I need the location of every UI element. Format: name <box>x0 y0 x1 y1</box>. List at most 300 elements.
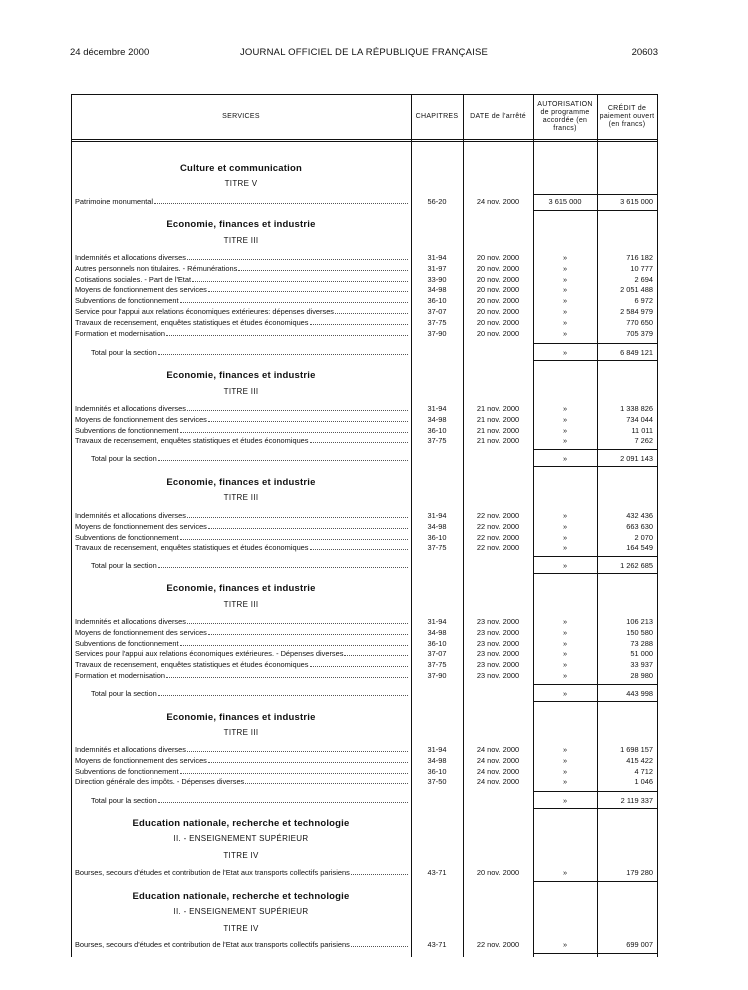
table-row <box>71 659 658 670</box>
col-header-autorisation: AUTORISATION de programme accordée (en francs) <box>537 100 593 132</box>
table-row <box>71 510 658 521</box>
row-autorisation: » <box>562 671 568 680</box>
row-autorisation: » <box>562 425 568 435</box>
row-label-cell <box>75 638 409 649</box>
row-date: 24 nov. 2000 <box>476 197 520 206</box>
row-label: Total pour la section <box>91 348 157 357</box>
row-label-cell <box>75 295 409 306</box>
row-label: Travaux de recensement, enquêtes statistiques et études économiques <box>75 317 309 327</box>
row-credit: 1 338 826 <box>620 404 653 413</box>
row-chapitre: 37-07 <box>427 649 447 659</box>
row-credit: 2 091 143 <box>620 454 653 463</box>
table-frame <box>71 94 658 957</box>
row-label-cell <box>75 776 409 787</box>
row-credit: 6 849 121 <box>620 348 653 357</box>
row-date: 20 nov. 2000 <box>476 285 520 295</box>
row-label: Autres personnels non titulaires. - Rémunérations <box>75 263 238 273</box>
row-date: 23 nov. 2000 <box>476 649 520 659</box>
row-date: 22 nov. 2000 <box>476 532 520 542</box>
section-subtitle: TITRE IV <box>223 851 259 860</box>
row-label-cell <box>75 939 409 950</box>
dot-leader <box>351 867 408 875</box>
row-chapitre: 37-75 <box>427 660 447 670</box>
section-end-rule <box>533 701 657 702</box>
row-autorisation: » <box>562 627 568 637</box>
row-date: 22 nov. 2000 <box>476 940 520 949</box>
row-label: Indemnités et allocations diverses <box>75 511 186 520</box>
section-title: Economie, finances et industrie <box>166 477 316 488</box>
dot-leader <box>158 347 408 355</box>
header-journal-title: JOURNAL OFFICIEL DE LA RÉPUBLIQUE FRANÇAISE <box>239 47 489 58</box>
row-label: Total pour la section <box>91 796 157 805</box>
section-subtitle: TITRE III <box>223 600 259 609</box>
row-label-cell <box>75 744 409 755</box>
row-label-cell <box>75 435 409 446</box>
row-label-cell <box>91 560 409 571</box>
dot-leader <box>187 616 408 624</box>
row-credit: 51 000 <box>630 649 653 659</box>
row-label-cell <box>75 403 409 414</box>
row-credit: 716 182 <box>626 253 653 262</box>
row-label: Total pour la section <box>91 454 157 463</box>
row-label: Direction générale des impôts. - Dépenses diverses <box>75 777 245 787</box>
row-autorisation: » <box>562 561 568 570</box>
row-label: Formation et modernisation <box>75 671 165 680</box>
row-autorisation: » <box>562 404 568 413</box>
row-autorisation: » <box>562 868 568 877</box>
dot-leader <box>245 776 408 784</box>
row-label-cell <box>75 766 409 777</box>
row-autorisation: » <box>562 285 568 295</box>
row-chapitre: 34-98 <box>427 521 447 531</box>
row-label: Indemnités et allocations diverses <box>75 745 186 754</box>
header-date: 24 décembre 2000 <box>70 47 150 58</box>
section-total-row <box>71 795 658 806</box>
row-autorisation: » <box>562 296 568 306</box>
row-autorisation: » <box>562 414 568 424</box>
total-rule <box>533 791 657 792</box>
section-end-rule <box>533 466 657 467</box>
row-chapitre: 43-71 <box>427 940 447 949</box>
table-row <box>71 648 658 659</box>
section-subtitle: II. - ENSEIGNEMENT SUPÉRIEUR <box>173 907 309 916</box>
section-end-rule <box>533 360 657 361</box>
dot-leader <box>310 659 409 667</box>
row-date: 24 nov. 2000 <box>476 766 520 776</box>
row-autorisation: » <box>562 689 568 698</box>
row-credit: 1 262 685 <box>620 561 653 570</box>
dot-leader <box>310 435 409 443</box>
row-label-cell <box>75 616 409 627</box>
table-row <box>71 306 658 317</box>
row-autorisation: » <box>562 348 568 357</box>
section-subtitle: TITRE III <box>223 728 259 737</box>
table-row <box>71 435 658 446</box>
dot-leader <box>154 196 408 204</box>
row-autorisation: » <box>562 511 568 520</box>
dot-leader <box>180 425 408 433</box>
row-chapitre: 36-10 <box>427 425 447 435</box>
row-credit: 432 436 <box>626 511 653 520</box>
table-row <box>71 425 658 436</box>
header-rule <box>71 139 658 140</box>
dot-leader <box>208 755 408 763</box>
dot-leader <box>180 766 408 774</box>
row-label: Total pour la section <box>91 561 157 570</box>
row-label: Total pour la section <box>91 689 157 698</box>
row-autorisation: » <box>562 796 568 805</box>
dot-leader <box>180 295 408 303</box>
dot-leader <box>335 306 408 314</box>
col-header-date: DATE de l'arrêté <box>470 112 526 120</box>
row-credit: 2 051 488 <box>620 285 653 295</box>
row-chapitre: 36-10 <box>427 638 447 648</box>
row-label-cell <box>91 347 409 358</box>
total-rule <box>533 556 657 557</box>
row-label-cell <box>75 252 409 263</box>
dot-leader <box>158 688 408 696</box>
dot-leader <box>208 284 408 292</box>
row-label: Travaux de recensement, enquêtes statistiques et études économiques <box>75 660 309 670</box>
section-total-row <box>71 560 658 571</box>
row-label-cell <box>75 328 409 339</box>
row-credit: 33 937 <box>630 660 653 670</box>
dot-leader <box>208 627 408 635</box>
table-row <box>71 284 658 295</box>
row-credit: 663 630 <box>626 521 653 531</box>
row-chapitre: 37-07 <box>427 307 447 316</box>
row-label: Bourses, secours d'études et contribution de l'Etat aux transports collectifs parisiens <box>75 868 350 877</box>
row-label-cell <box>75 196 409 207</box>
row-date: 20 nov. 2000 <box>476 307 520 316</box>
table-row <box>71 670 658 681</box>
row-chapitre: 31-97 <box>427 263 447 273</box>
row-chapitre: 43-71 <box>427 868 447 877</box>
row-credit: 2 070 <box>634 532 653 542</box>
section-subtitle: TITRE V <box>224 179 258 188</box>
row-chapitre: 31-94 <box>427 253 447 262</box>
table-row <box>71 744 658 755</box>
section-subtitle: TITRE IV <box>223 924 259 933</box>
section-subtitle: TITRE III <box>223 493 259 502</box>
row-autorisation: » <box>562 745 568 754</box>
row-label: Moyens de fonctionnement des services <box>75 755 207 765</box>
row-date: 22 nov. 2000 <box>476 511 520 520</box>
header-page-number: 20603 <box>631 47 658 58</box>
row-label: Formation et modernisation <box>75 328 165 338</box>
table-row <box>71 939 658 950</box>
row-credit: 3 615 000 <box>620 197 653 206</box>
row-autorisation: » <box>562 328 568 338</box>
row-chapitre: 34-98 <box>427 414 447 424</box>
row-label: Services pour l'appui aux relations économiques extérieures. - Dépenses diverses <box>75 649 344 659</box>
row-label-cell <box>91 688 409 699</box>
row-label-cell <box>75 425 409 436</box>
row-label-cell <box>75 659 409 670</box>
table-row <box>71 627 658 638</box>
row-autorisation: » <box>562 532 568 542</box>
section-subtitle: II. - ENSEIGNEMENT SUPÉRIEUR <box>173 834 309 843</box>
table-row <box>71 252 658 263</box>
row-credit: 1 046 <box>634 777 653 787</box>
row-chapitre: 31-94 <box>427 745 447 754</box>
table-row <box>71 867 658 878</box>
row-credit: 2 694 <box>634 274 653 284</box>
row-chapitre: 33-90 <box>427 274 447 284</box>
section-title: Culture et communication <box>180 163 302 174</box>
row-label-cell <box>75 627 409 638</box>
row-label-cell <box>91 453 409 464</box>
row-credit: 7 262 <box>634 436 653 446</box>
row-label: Moyens de fonctionnement des services <box>75 521 207 531</box>
table-row <box>71 776 658 787</box>
dot-leader <box>187 744 408 752</box>
table-row <box>71 263 658 274</box>
table-row <box>71 766 658 777</box>
section-total-row <box>71 453 658 464</box>
dot-leader <box>166 670 408 678</box>
row-date: 21 nov. 2000 <box>476 414 520 424</box>
table-row <box>71 542 658 553</box>
table-row <box>71 638 658 649</box>
row-label: Moyens de fonctionnement des services <box>75 414 207 424</box>
row-credit: 734 044 <box>626 414 653 424</box>
dot-leader <box>310 317 409 325</box>
row-label: Travaux de recensement, enquêtes statistiques et études économiques <box>75 436 309 446</box>
row-date: 20 nov. 2000 <box>476 253 520 262</box>
row-label-cell <box>75 670 409 681</box>
row-credit: 699 007 <box>626 940 653 949</box>
row-label-cell <box>91 795 409 806</box>
row-label: Service pour l'appui aux relations économiques extérieures: dépenses diverses <box>75 307 334 316</box>
table-row <box>71 196 658 207</box>
section-total-row <box>71 688 658 699</box>
row-chapitre: 36-10 <box>427 532 447 542</box>
section-title: Economie, finances et industrie <box>166 370 316 381</box>
dot-leader <box>187 510 408 518</box>
dot-leader <box>158 795 408 803</box>
row-label-cell <box>75 648 409 659</box>
row-autorisation: » <box>562 253 568 262</box>
row-chapitre: 56-20 <box>427 197 447 206</box>
row-autorisation: » <box>562 638 568 648</box>
table-row <box>71 317 658 328</box>
row-date: 22 nov. 2000 <box>476 521 520 531</box>
section-end-rule <box>533 808 657 809</box>
row-autorisation: » <box>562 766 568 776</box>
row-credit: 1 698 157 <box>620 745 653 754</box>
row-label: Moyens de fonctionnement des services <box>75 285 207 295</box>
row-label: Cotisations sociales. - Part de l'Etat <box>75 274 192 284</box>
section-title: Education nationale, recherche et technologie <box>132 891 350 902</box>
dot-leader <box>208 414 408 422</box>
section-title: Economie, finances et industrie <box>166 219 316 230</box>
dot-leader <box>180 532 408 540</box>
section-title: Economie, finances et industrie <box>166 583 316 594</box>
row-date: 23 nov. 2000 <box>476 617 520 626</box>
row-autorisation: » <box>562 660 568 670</box>
dot-leader <box>208 521 408 529</box>
row-chapitre: 37-75 <box>427 436 447 446</box>
row-label: Indemnités et allocations diverses <box>75 404 186 413</box>
table-row <box>71 328 658 339</box>
table-row <box>71 274 658 285</box>
total-rule <box>533 343 657 344</box>
row-label-cell <box>75 532 409 543</box>
row-label: Bourses, secours d'études et contribution de l'Etat aux transports collectifs parisiens <box>75 940 350 949</box>
row-date: 20 nov. 2000 <box>476 317 520 327</box>
row-date: 23 nov. 2000 <box>476 660 520 670</box>
row-autorisation: » <box>562 940 568 949</box>
row-date: 22 nov. 2000 <box>476 543 520 553</box>
row-label-cell <box>75 414 409 425</box>
row-autorisation: 3 615 000 <box>548 197 582 206</box>
row-label: Subventions de fonctionnement <box>75 766 179 776</box>
total-rule <box>533 684 657 685</box>
section-end-rule <box>533 881 657 882</box>
row-chapitre: 37-90 <box>427 328 447 338</box>
table-row <box>71 414 658 425</box>
row-credit: 2 119 337 <box>620 796 653 805</box>
section-title: Education nationale, recherche et technologie <box>132 818 350 829</box>
row-credit: 10 777 <box>630 263 653 273</box>
row-credit: 28 980 <box>630 671 653 680</box>
row-credit: 6 972 <box>634 296 653 306</box>
row-date: 20 nov. 2000 <box>476 263 520 273</box>
row-chapitre: 37-75 <box>427 543 447 553</box>
col-header-credit: CRÉDIT de paiement ouvert (en francs) <box>599 104 655 128</box>
dot-leader <box>158 560 408 568</box>
row-label-cell <box>75 263 409 274</box>
row-label-cell <box>75 867 409 878</box>
row-label: Travaux de recensement, enquêtes statistiques et études économiques <box>75 543 309 553</box>
col-header-services: SERVICES <box>222 112 260 120</box>
row-label-cell <box>75 521 409 532</box>
row-autorisation: » <box>562 617 568 626</box>
row-date: 23 nov. 2000 <box>476 638 520 648</box>
dot-leader <box>187 252 408 260</box>
col-header-chapitres: CHAPITRES <box>415 112 459 120</box>
row-autorisation: » <box>562 755 568 765</box>
row-chapitre: 34-98 <box>427 755 447 765</box>
table-row <box>71 616 658 627</box>
row-label: Patrimoine monumental <box>75 197 154 206</box>
dot-leader <box>344 648 408 656</box>
row-label-cell <box>75 755 409 766</box>
row-chapitre: 36-10 <box>427 296 447 306</box>
row-date: 21 nov. 2000 <box>476 404 520 413</box>
row-date: 21 nov. 2000 <box>476 436 520 446</box>
row-label: Subventions de fonctionnement <box>75 425 179 435</box>
row-autorisation: » <box>562 649 568 659</box>
row-date: 20 nov. 2000 <box>476 274 520 284</box>
dot-leader <box>187 403 408 411</box>
row-date: 24 nov. 2000 <box>476 745 520 754</box>
dot-leader <box>166 328 408 336</box>
section-subtitle: TITRE III <box>223 236 259 245</box>
total-rule <box>533 449 657 450</box>
row-label: Indemnités et allocations diverses <box>75 617 186 626</box>
row-autorisation: » <box>562 454 568 463</box>
row-credit: 11 011 <box>631 425 653 435</box>
section-total-row <box>71 347 658 358</box>
page-header <box>70 46 658 60</box>
row-chapitre: 31-94 <box>427 617 447 626</box>
row-autorisation: » <box>562 543 568 553</box>
row-label: Subventions de fonctionnement <box>75 638 179 648</box>
table-row <box>71 755 658 766</box>
row-autorisation: » <box>562 317 568 327</box>
row-label-cell <box>75 542 409 553</box>
row-credit: 73 288 <box>630 638 653 648</box>
table-row <box>71 403 658 414</box>
row-date: 23 nov. 2000 <box>476 671 520 680</box>
row-date: 20 nov. 2000 <box>476 868 520 877</box>
row-label-cell <box>75 284 409 295</box>
table-row <box>71 295 658 306</box>
dot-leader <box>310 542 409 550</box>
row-label-cell <box>75 510 409 521</box>
row-credit: 4 712 <box>634 766 653 776</box>
dot-leader <box>158 453 408 461</box>
row-chapitre: 37-50 <box>427 777 447 787</box>
header-rule-double <box>71 141 658 142</box>
row-chapitre: 31-94 <box>427 404 447 413</box>
row-chapitre: 31-94 <box>427 511 447 520</box>
row-chapitre: 34-98 <box>427 627 447 637</box>
row-credit: 164 549 <box>626 543 653 553</box>
dot-leader <box>192 274 408 282</box>
row-chapitre: 34-98 <box>427 285 447 295</box>
row-credit: 2 584 979 <box>620 307 653 316</box>
row-credit: 443 998 <box>626 689 653 698</box>
row-label-cell <box>75 274 409 285</box>
row-autorisation: » <box>562 263 568 273</box>
row-date: 20 nov. 2000 <box>476 328 520 338</box>
table-row <box>71 521 658 532</box>
row-autorisation: » <box>562 521 568 531</box>
row-credit: 179 280 <box>626 868 653 877</box>
section-end-rule <box>533 210 657 211</box>
section-end-rule <box>533 573 657 574</box>
row-label: Moyens de fonctionnement des services <box>75 627 207 637</box>
row-chapitre: 36-10 <box>427 766 447 776</box>
dot-leader <box>238 263 408 271</box>
row-credit: 415 422 <box>626 755 653 765</box>
row-credit: 705 379 <box>626 328 653 338</box>
row-label: Subventions de fonctionnement <box>75 296 179 306</box>
row-label: Subventions de fonctionnement <box>75 532 179 542</box>
row-autorisation: » <box>562 777 568 787</box>
section-end-rule <box>533 953 657 954</box>
row-date: 20 nov. 2000 <box>476 296 520 306</box>
dot-leader <box>180 638 408 646</box>
section-title: Economie, finances et industrie <box>166 712 316 723</box>
row-credit: 150 580 <box>626 627 653 637</box>
dot-leader <box>351 939 408 947</box>
amount-rule <box>533 194 657 195</box>
table-row <box>71 532 658 543</box>
row-date: 24 nov. 2000 <box>476 777 520 787</box>
row-chapitre: 37-75 <box>427 317 447 327</box>
section-subtitle: TITRE III <box>223 387 259 396</box>
row-credit: 106 213 <box>626 617 653 626</box>
row-date: 23 nov. 2000 <box>476 627 520 637</box>
row-label-cell <box>75 306 409 317</box>
row-chapitre: 37-90 <box>427 671 447 680</box>
row-date: 21 nov. 2000 <box>476 425 520 435</box>
row-credit: 770 650 <box>626 317 653 327</box>
